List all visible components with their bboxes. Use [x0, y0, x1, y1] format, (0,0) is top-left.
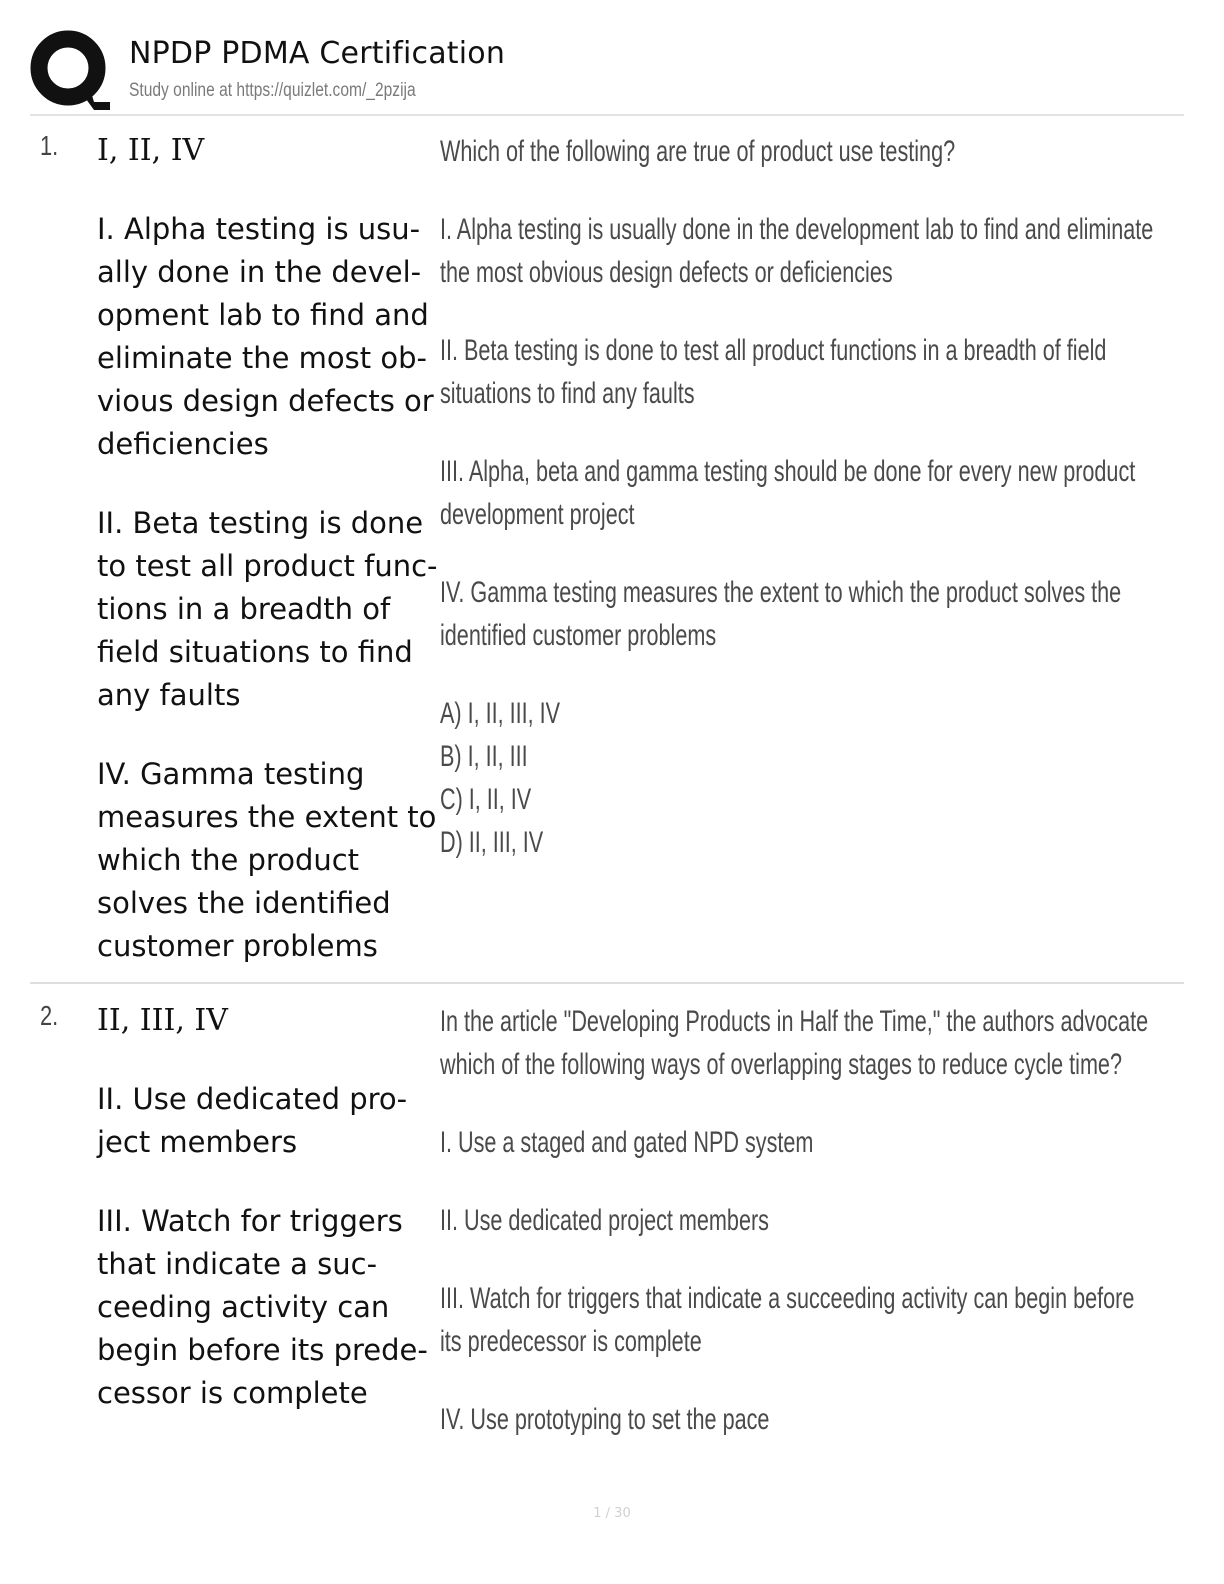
definition-statement: III. Watch for triggers that indicate a succeeding activity can begin before its predecessor is complete: [440, 1282, 1135, 1358]
definition-statement: I. Use a staged and gated NPD system: [440, 1126, 814, 1159]
term-item: II. Use dedicated project members: [97, 1082, 408, 1159]
card-definition: [440, 130, 1160, 864]
card-number: 1.: [40, 130, 59, 161]
card-definition: [440, 1000, 1160, 1476]
card-term: [97, 130, 442, 1004]
definition-statement: III. Alpha, beta and gamma testing should be done for every new product development project: [440, 455, 1136, 531]
flashcard-2: [30, 1000, 1184, 1460]
study-online-link[interactable]: Study online at https://quizlet.com/_2pzija: [129, 80, 416, 101]
definition-statement: I. Alpha testing is usually done in the development lab to find and eliminate the most obvious design defects or deficiencies: [440, 213, 1154, 289]
definition-statement: IV. Gamma testing measures the extent to which the product solves the identified customer problems: [440, 576, 1122, 652]
term-item: II. Beta testing is done to test all product functions in a breadth of field situations to find any faults: [97, 506, 438, 712]
flashcard-1: [30, 130, 1184, 984]
definition-statement: II. Use dedicated project members: [440, 1204, 769, 1237]
answer-option: C) I, II, IV: [440, 783, 532, 816]
term-item: IV. Gamma testing measures the extent to which the product solves the identified customer problems: [97, 757, 437, 963]
answer-option: B) I, II, III: [440, 740, 528, 773]
document-title: NPDP PDMA Certification: [129, 36, 506, 71]
answer-options: [440, 692, 1160, 864]
answer-option: D) II, III, IV: [440, 826, 544, 859]
answer-option: A) I, II, III, IV: [440, 697, 561, 730]
term-answer: I, II, IV: [97, 133, 205, 168]
card-term: [97, 1000, 442, 1451]
term-item: I. Alpha testing is usually done in the development lab to find and eliminate the most obvious design defects or deficiencies: [97, 212, 434, 461]
page-number: 1 / 30: [593, 1506, 631, 1521]
card-number: 2.: [40, 1000, 59, 1031]
definition-statement: II. Beta testing is done to test all product functions in a breadth of field situations to find any faults: [440, 334, 1107, 410]
document-header: [30, 28, 1184, 116]
definition-question: Which of the following are true of product use testing?: [440, 135, 956, 168]
definition-statement: IV. Use prototyping to set the pace: [440, 1403, 770, 1436]
term-answer: II, III, IV: [97, 1003, 228, 1038]
definition-question: In the article "Developing Products in Half the Time," the authors advocate which of the following ways of overlapping stages to reduce cycle time?: [440, 1005, 1149, 1081]
term-item: III. Watch for triggers that indicate a succeeding activity can begin before its predecessor is complete: [97, 1204, 428, 1410]
quizlet-q-logo-icon: [30, 30, 110, 110]
